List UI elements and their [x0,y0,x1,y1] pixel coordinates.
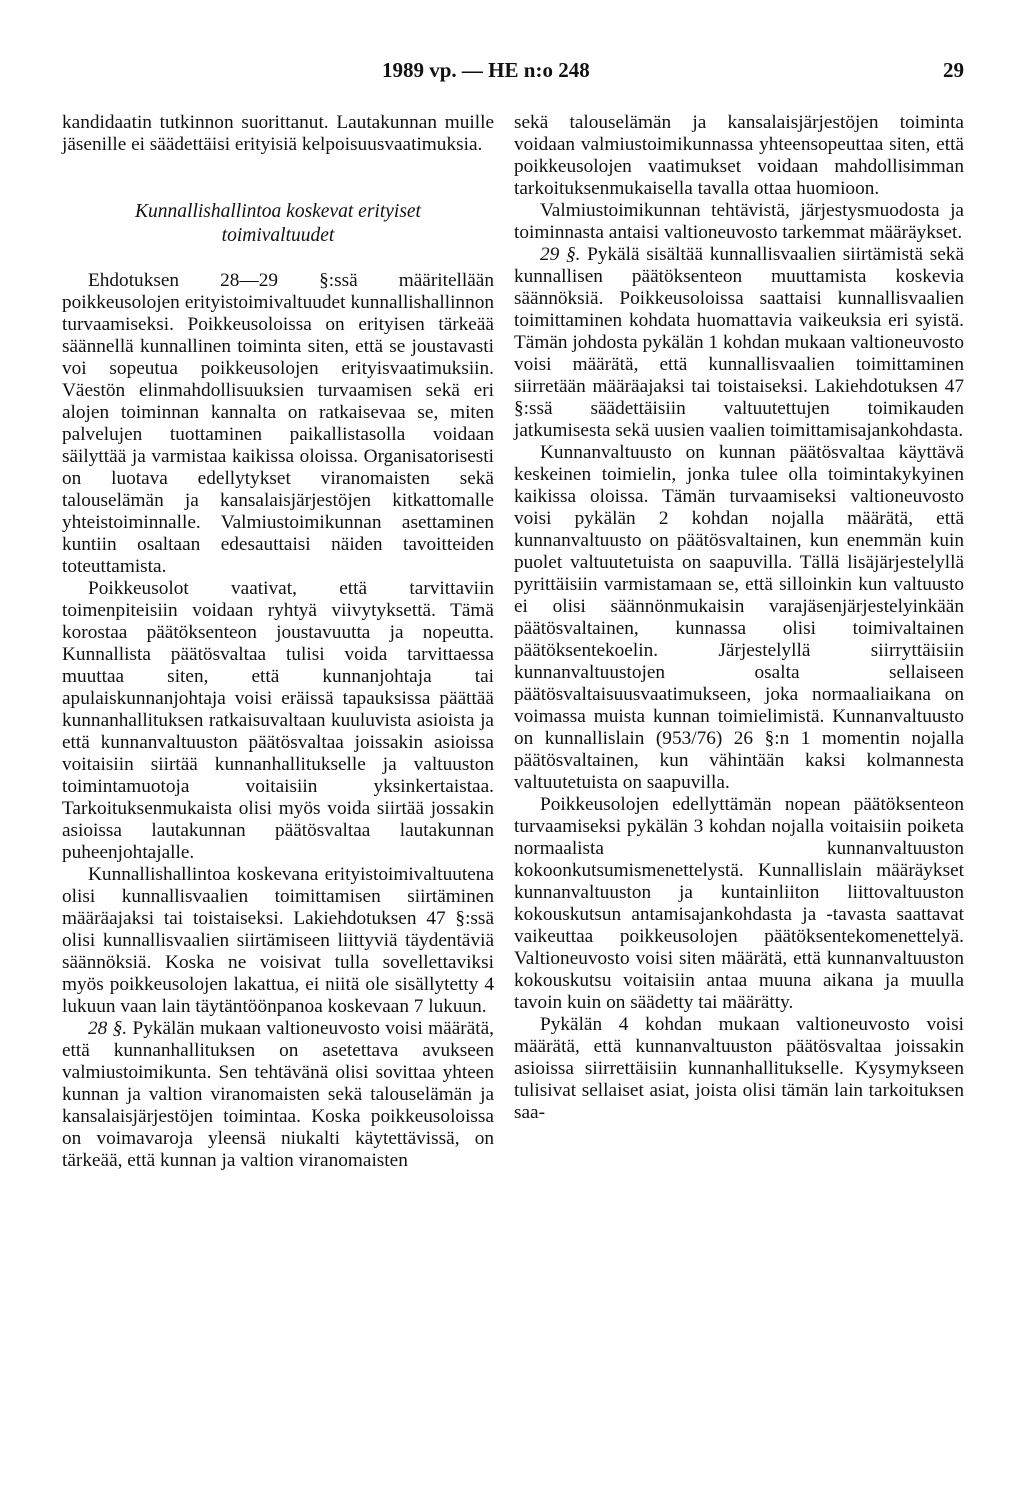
paragraph: Valmiustoimikunnan tehtävistä, järjestysmuodosta ja toiminnasta antaisi valtioneuvosto tarkemmat määräykset. [514,200,964,243]
paragraph: Kunnanvaltuusto on kunnan päätösvaltaa käyttävä keskeinen toimielin, jonka tulee olla toimintakykyinen kaikissa oloissa. Tämän turvaamiseksi valtioneuvosto voisi pykälän 2 kohdan nojalla määrätä, että kunnanvaltuusto on päätösvaltainen, kun enemmän kuin puolet valtuutetuista on saapuvilla. Tällä lisäjärjestelyllä pyrittäisiin varmistamaan se, että silloinkin kun valtuusto ei olisi säännönmukaisin varajäsenjärjestelyinkään päätösvaltainen, kunnassa olisi toimivaltainen päätöksentekoelin. Järjestelyllä siirryttäisiin kunnanvaltuustojen osalta sellaiseen päätösvaltaisuusvaatimukseen, joka normaaliaikana on voimassa muista kunnan toimielimistä. Kunnanvaltuusto on kunnallislain (953/76) 26 §:n 1 momentin nojalla päätösvaltainen, kun vähintään kaksi kolmannesta valtuutetuista on saapuvilla. [514,442,964,793]
section-number: 29 §. [540,244,581,265]
paragraph-text: Pykälä sisältää kunnallisvaalien siirtämistä sekä kunnallisen päätöksenteon muuttamista koskevia säännöksiä. Poikkeusoloissa saattaisi kunnallisvaalien toimittaminen kohdata huomattavia vaikeuksia eri syistä. Tämän johdosta pykälän 1 kohdan mukaan valtioneuvosto voisi määrätä, että kunnallisvaalien toimittaminen siirretään määräajaksi tai toistaiseksi. Lakiehdotuksen 47 §:ssä säädettäisiin valtuutettujen toimikauden jatkumisesta sekä uusien vaalien toimittamisajankohdasta. [514,244,964,441]
paragraph: sekä talouselämän ja kansalaisjärjestöjen toiminta voidaan valmiustoimikunnassa yhteensopeuttaa siten, että poikkeusolojen vaatimukset voidaan mahdollisimman tarkoituksenmukaisella tavalla ottaa huomioon. [514,112,964,199]
section-number: 28 §. [88,1018,128,1039]
right-column [514,112,964,1124]
paragraph: Pykälän 4 kohdan mukaan valtioneuvosto voisi määrätä, että kunnanvaltuuston päätösvaltaa joissakin asioissa siirrettäisiin kunnanhallitukselle. Kysymykseen tulisivat sellaiset asiat, joista olisi tämän lain tarkoituksen saa- [514,1014,964,1123]
paragraph [62,1018,494,1172]
paragraph [514,244,964,442]
paragraph: kandidaatin tutkinnon suorittanut. Lautakunnan muille jäsenille ei säädettäisi erityisiä kelpoisuusvaatimuksia. [62,112,494,155]
paragraph-text: Pykälän mukaan valtioneuvosto voisi määrätä, että kunnanhallituksen on asetettava avukseen valmiustoimikunta. Sen tehtävänä olisi sovittaa yhteen kunnan ja valtion viranomaisten sekä talouselämän ja kansalaisjärjestöjen toimintaa. Koska poikkeusoloissa on voimavaroja yleensä niukalti käytettävissä, on tärkeää, että kunnan ja valtion viranomaisten [62,1018,494,1171]
paragraph: Ehdotuksen 28—29 §:ssä määritellään poikkeusolojen erityistoimivaltuudet kunnallishallinnon turvaamiseksi. Poikkeusoloissa on erityisen tärkeää säännellä kunnallinen toiminta siten, että se joustavasti voi sopeutua poikkeusolojen erityisvaatimuksiin. Väestön elinmahdollisuuksien turvaamisen sekä eri alojen toiminnan kannalta on ratkaisevaa se, miten palvelujen tuottaminen paikallistasolla voidaan säilyttää ja varmistaa kaikissa oloissa. Organisatorisesti on luotava edellytykset viranomaisten sekä talouselämän ja kansalaisjärjestöjen kitkattomalle yhteistoiminnalle. Valmiustoimikunnan asettaminen kuntiin osaltaan edesauttaisi näiden tavoitteiden toteuttamista. [62,270,494,577]
paragraph: Poikkeusolot vaativat, että tarvittaviin toimenpiteisiin voidaan ryhtyä viivytyksettä. Tämä korostaa päätöksenteon joustavuutta ja nopeutta. Kunnallista päätösvaltaa tulisi voida tarvittaessa muuttaa siten, että kunnanjohtaja tai apulaiskunnanjohtaja voisi eräissä tapauksissa päättää kunnanhallituksen ratkaisuvaltaan kuuluvista asioista ja että kunnanvaltuuston päätösvaltaa joissakin asioissa voitaisiin siirtää kunnanhallitukselle ja valtuuston toimintamuotoja voitaisiin yksinkertaistaa. Tarkoituksenmukaista olisi myös voida siirtää jossakin asioissa lautakunnan päätösvaltaa lautakunnan puheenjohtajalle. [62,578,494,863]
left-column [62,112,494,1172]
paragraph: Poikkeusolojen edellyttämän nopean päätöksenteon turvaamiseksi pykälän 3 kohdan nojalla voitaisiin poiketa normaalista kunnanvaltuuston kokoonkutsumismenettelystä. Kunnallislain määräykset kunnanvaltuuston ja kuntainliiton liittovaltuuston kokouskutsun antamisajankohdasta ja -tavasta saattavat vaikeuttaa poikkeusolojen päätöksentekomenettelyä. Valtioneuvosto voisi siten määrätä, että kunnanvaltuuston kokouskutsu voitaisiin antaa muuna aikana ja muulla tavoin kuin on säädetty tai määrätty. [514,794,964,1013]
section-heading: Kunnallishallintoa koskevat erityiset toimivaltuudet [135,201,421,246]
paragraph: Kunnallishallintoa koskevana erityistoimivaltuutena olisi kunnallisvaalien toimittamisen siirtäminen määräajaksi tai toistaiseksi. Lakiehdotuksen 47 §:ssä olisi kunnallisvaalien siirtämiseen liittyviä täydentäviä säännöksiä. Koska ne voisivat tulla sovellettaviksi myös poikkeusolojen lakattua, ei niitä ole sisällytetty 4 lukuun vaan lain täytäntöönpanoa koskevaan 7 lukuun. [62,864,494,1017]
page-header [0,58,1024,88]
document-title: 1989 vp. — HE n:o 248 [382,58,590,82]
page-number: 29 [943,58,964,82]
